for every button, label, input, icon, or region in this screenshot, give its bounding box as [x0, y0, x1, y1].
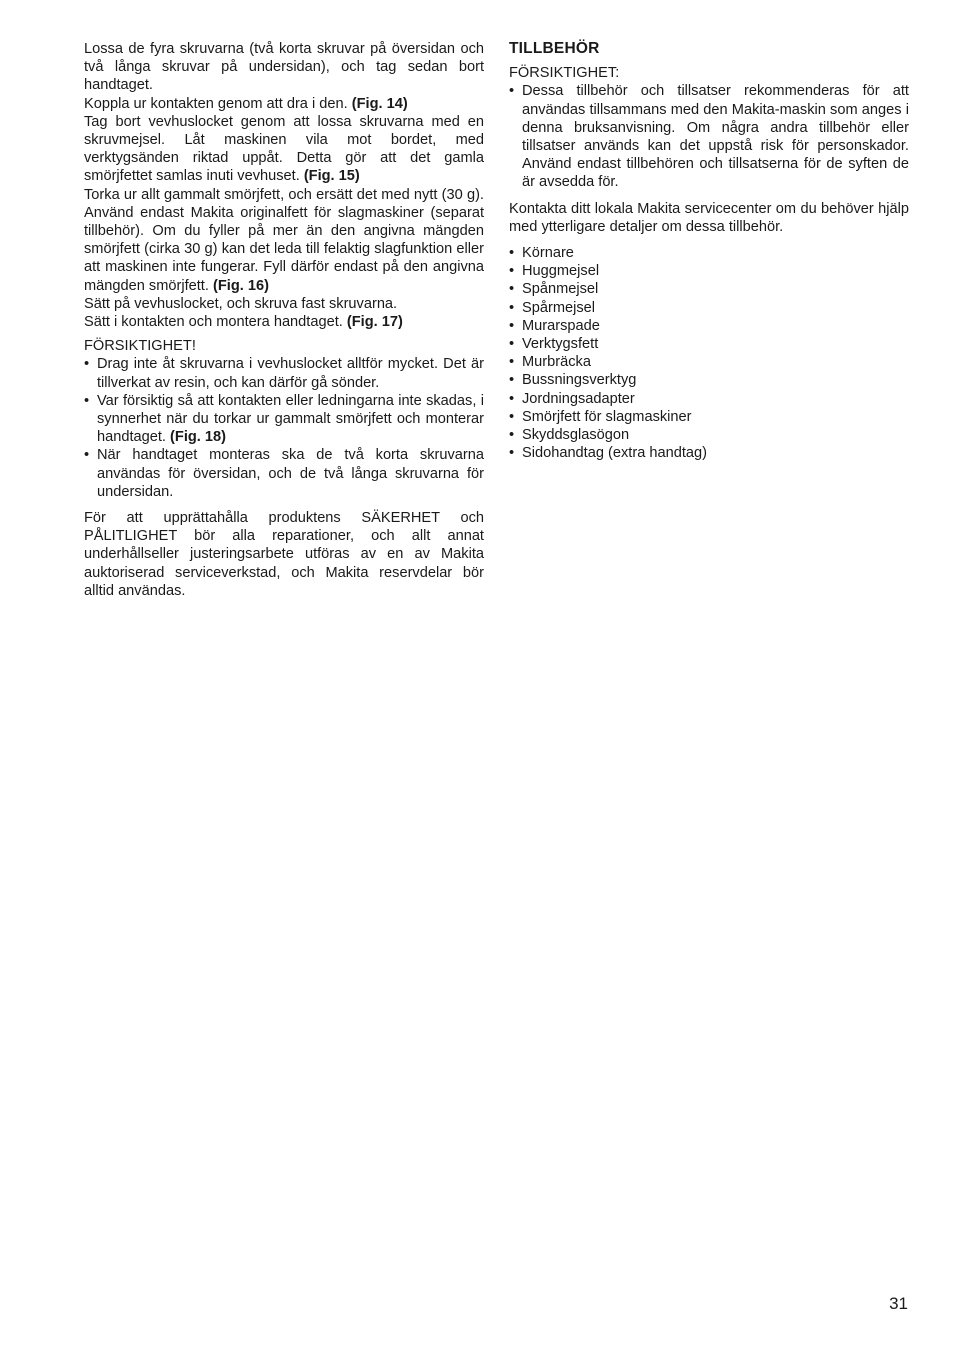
- figure-reference: (Fig. 18): [170, 429, 226, 446]
- figure-reference: (Fig. 15): [303, 168, 360, 185]
- paragraph-contact-service: Kontakta ditt lokala Makita servicecenter om du behöver hjälp med ytterligare detaljer om dessa tillbehör.: [509, 200, 909, 235]
- figure-reference: (Fig. 17): [346, 314, 403, 331]
- paragraph-remove-screws: Lossa de fyra skruvarna (två korta skruvar på översidan och två långa skruvar på undersidan), och tag sedan bort handtaget.: [84, 41, 484, 94]
- accessory-item: • Murarspade: [509, 317, 909, 335]
- accessory-item: • Smörjfett för slagmaskiner: [509, 408, 909, 426]
- accessory-item: • Spårmejsel: [509, 299, 909, 317]
- section-heading: TILLBEHÖR: [509, 40, 600, 57]
- paragraph-reattach-cap: Sätt på vevhuslocket, och skruva fast skruvarna.: [84, 295, 398, 312]
- paragraph-text: Torka ur allt gammalt smörjfett, och ersätt det med nytt (30 g). Använd endast Makita originalfett för slagmaskiner (separat tillbehör). Om du fyller på mer än den angivna mängden smörjfett (cirka 30 g) kan det leda till felaktig slagfunktion eller att maskinen inte fungerar. Fyll därför endast på den angivna mängden smörjfett.: [84, 186, 484, 294]
- caution-item: [84, 392, 484, 447]
- page-number: 31: [889, 1294, 908, 1313]
- paragraph-replace-grease: [84, 186, 484, 295]
- accessory-item: • Skyddsglasögon: [509, 426, 909, 444]
- left-column: [84, 40, 484, 600]
- paragraph-safety-reliability: För att upprättahålla produktens SÄKERHET och PÅLITLIGHET bör alla reparationer, och allt annat underhållseller justeringsarbete utföras av en av Makita auktoriserad serviceverkstad, och Makita reservdelar bör alltid användas.: [84, 510, 484, 599]
- caution-list: [509, 82, 909, 191]
- accessory-item: • Jordningsadapter: [509, 390, 909, 408]
- paragraph-disconnect-plug: [84, 95, 484, 113]
- paragraph-reconnect-plug: [84, 313, 484, 331]
- caution-label: FÖRSIKTIGHET!: [84, 338, 196, 355]
- accessory-item: • Bussningsverktyg: [509, 371, 909, 389]
- caution-item: • Dessa tillbehör och tillsatser rekommenderas för att användas tillsammans med den Makita-maskin som anges i denna bruksanvisning. Om några andra tillbehör eller tillsatser används kan det uppstå risk för personskador. Använd endast tillbehören och tillsatserna för de syften de är avsedda för.: [509, 82, 909, 191]
- paragraph-text: Tag bort vevhuslocket genom att lossa skruvarna med en skruvmejsel. Låt maskinen vila mot bordet, med verktygsänden riktad uppåt. Detta gör att det gamla smörjfettet samlas inuti vevhuset.: [84, 113, 484, 185]
- caution-item: • När handtaget monteras ska de två korta skruvarna användas för översidan, och de två långa skruvarna för undersidan.: [84, 446, 484, 501]
- accessory-list: [509, 244, 909, 462]
- caution-label: FÖRSIKTIGHET:: [509, 65, 620, 82]
- figure-reference: (Fig. 14): [351, 95, 408, 112]
- accessory-item: • Huggmejsel: [509, 262, 909, 280]
- accessory-item: • Verktygsfett: [509, 335, 909, 353]
- paragraph-remove-crank-cap: [84, 113, 484, 186]
- accessory-item: • Sidohandtag (extra handtag): [509, 444, 909, 462]
- accessory-item: • Körnare: [509, 244, 909, 262]
- caution-text: Var försiktig så att kontakten eller ledningarna inte skadas, i synnerhet när du torkar ur gammalt smörjfett och monterar handtaget.: [97, 392, 484, 446]
- accessory-item: • Spånmejsel: [509, 280, 909, 298]
- caution-item: • Drag inte åt skruvarna i vevhuslocket alltför mycket. Det är tillverkat av resin, och kan därför gå sönder.: [84, 355, 484, 391]
- accessory-item: • Murbräcka: [509, 353, 909, 371]
- paragraph-text: Sätt i kontakten och montera handtaget.: [84, 314, 343, 331]
- right-column: [509, 40, 909, 462]
- caution-list: [84, 355, 484, 501]
- figure-reference: (Fig. 16): [212, 277, 269, 294]
- paragraph-text: Koppla ur kontakten genom att dra i den.: [84, 95, 348, 112]
